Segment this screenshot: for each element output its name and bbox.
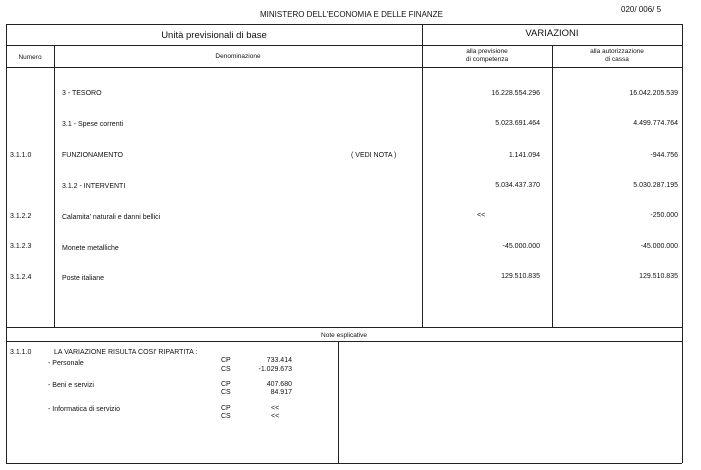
row-competenza: 5.034.437.370 (495, 182, 540, 189)
row-denomination: Monete metalliche (62, 245, 119, 252)
unit-header: Unità previsionali di base (161, 30, 267, 41)
notes-intro: LA VARIAZIONE RISULTA COSI' RIPARTITA : (54, 349, 198, 356)
cp-label: CP (221, 381, 231, 388)
cs-value: << (271, 413, 280, 420)
col-numero: Numero (18, 54, 42, 61)
note-item-label: - Beni e servizi (48, 382, 94, 389)
row-competenza: 5.023.691.464 (495, 120, 540, 127)
row-competenza: 129.510.835 (501, 273, 540, 280)
row-number: 3.1.2.3 (10, 243, 32, 250)
row-cassa: 4.499.774.764 (633, 120, 678, 127)
cp-value: << (271, 405, 280, 412)
cp-label: CP (221, 357, 231, 364)
row-denomination: Calamita' naturali e danni bellici (62, 214, 161, 221)
col-cassa: alla autorizzazione di cassa (590, 48, 644, 63)
row-number: 3.1.2.2 (10, 213, 32, 220)
row-note-ref: ( VEDI NOTA ) (351, 152, 397, 159)
row-cassa: 5.030.287.195 (633, 182, 678, 189)
row-cassa: -250.000 (650, 212, 678, 219)
row-competenza: << (477, 212, 486, 219)
note-item-label: - Personale (48, 360, 84, 367)
cs-value: 84.917 (270, 389, 292, 396)
row-cassa: -45.000.000 (640, 243, 678, 250)
row-denomination: 3 - TESORO (62, 90, 102, 97)
variations-header: VARIAZIONI (525, 28, 579, 39)
cp-value: 407.680 (266, 381, 292, 388)
col-denominazione: Denominazione (215, 53, 261, 60)
cp-label: CP (221, 405, 231, 412)
row-number: 3.1.2.4 (10, 274, 32, 281)
ministry-title: MINISTERO DELL'ECONOMIA E DELLE FINANZE (260, 10, 443, 19)
row-cassa: 16.042.205.539 (629, 90, 678, 97)
row-cassa: -944.756 (650, 152, 678, 159)
row-number: 3.1.1.0 (10, 152, 32, 159)
cs-label: CS (221, 413, 231, 420)
page-code: 020/ 006/ 5 (621, 5, 662, 14)
row-competenza: 1.141.094 (508, 152, 540, 159)
cs-label: CS (221, 389, 231, 396)
col-competenza: alla previsione di competenza (465, 48, 509, 63)
row-denomination: Poste italiane (62, 275, 105, 282)
row-denomination: 3.1.2 - INTERVENTI (62, 183, 126, 190)
note-item-label: - Informatica di servizio (48, 406, 120, 413)
cs-value: -1.029.673 (258, 366, 292, 373)
row-denomination: FUNZIONAMENTO (62, 152, 123, 159)
cp-value: 733.414 (266, 357, 292, 364)
notes-code: 3.1.1.0 (10, 349, 32, 356)
row-cassa: 129.510.835 (639, 273, 678, 280)
row-competenza: -45.000.000 (502, 243, 540, 250)
cs-label: CS (221, 366, 231, 373)
row-denomination: 3.1 - Spese correnti (62, 121, 124, 128)
notes-title: Note esplicative (321, 332, 367, 339)
row-competenza: 16.228.554.296 (491, 90, 540, 97)
